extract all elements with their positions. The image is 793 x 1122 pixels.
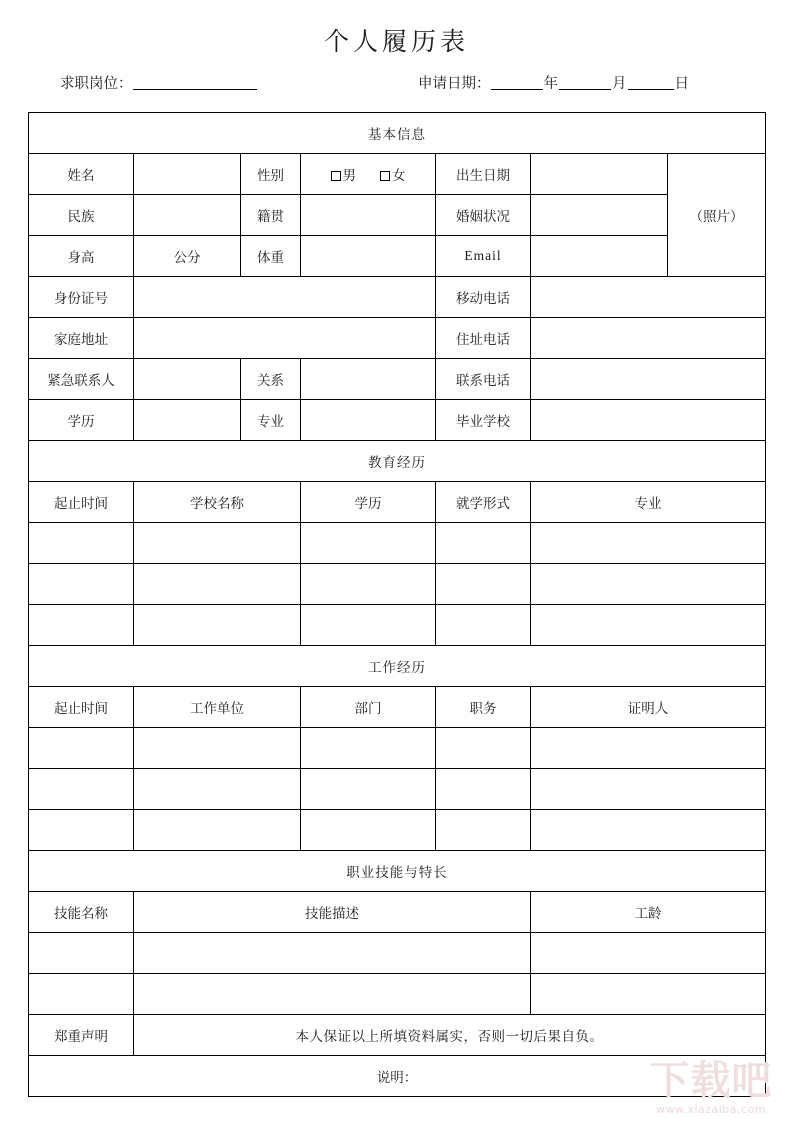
- month-unit-label: 月: [612, 76, 627, 92]
- edu-cell-degree[interactable]: [301, 564, 436, 605]
- colhead-skill-1: 技能描述: [134, 892, 531, 933]
- job-position-field: [60, 72, 257, 93]
- value-relationship[interactable]: [301, 359, 436, 400]
- declaration-label: 郑重声明: [29, 1015, 134, 1056]
- label-ethnicity: 民族: [29, 195, 134, 236]
- table-row: [29, 236, 766, 277]
- table-row: [29, 728, 766, 769]
- label-graduation-school: 毕业学校: [436, 400, 531, 441]
- watermark-url-text: www.xiazaiba.com: [655, 1103, 767, 1116]
- application-date-label: 申请日期：: [418, 76, 491, 92]
- work-cell-time[interactable]: [29, 810, 134, 851]
- edu-cell-form[interactable]: [436, 605, 531, 646]
- table-row: [29, 277, 766, 318]
- declaration-text: 本人保证以上所填资料属实，否则一切后果自负。: [134, 1015, 766, 1056]
- label-major: 专业: [241, 400, 301, 441]
- colhead-work-2: 部门: [301, 687, 436, 728]
- work-cell-position[interactable]: [436, 728, 531, 769]
- gender-male-label: 男: [342, 168, 356, 183]
- watermark-main-text: 下载吧: [649, 1058, 773, 1104]
- edu-cell-form[interactable]: [436, 523, 531, 564]
- table-row: [29, 933, 766, 974]
- section-header-row-work: [29, 646, 766, 687]
- skill-cell-experience[interactable]: [531, 933, 766, 974]
- work-cell-department[interactable]: [301, 769, 436, 810]
- value-major[interactable]: [301, 400, 436, 441]
- value-name[interactable]: [134, 154, 241, 195]
- colhead-edu-4: 专业: [531, 482, 766, 523]
- column-header-row-skills: [29, 892, 766, 933]
- work-cell-position[interactable]: [436, 769, 531, 810]
- value-ethnicity[interactable]: [134, 195, 241, 236]
- date-day-input[interactable]: [628, 75, 674, 90]
- label-relationship: 关系: [241, 359, 301, 400]
- edu-cell-time[interactable]: [29, 605, 134, 646]
- skill-cell-experience[interactable]: [531, 974, 766, 1015]
- edu-cell-school[interactable]: [134, 605, 301, 646]
- skill-cell-description[interactable]: [134, 974, 531, 1015]
- label-birth-date: 出生日期: [436, 154, 531, 195]
- edu-cell-major[interactable]: [531, 605, 766, 646]
- declaration-row: [29, 1015, 766, 1056]
- edu-cell-major[interactable]: [531, 523, 766, 564]
- value-contact-phone[interactable]: [531, 359, 766, 400]
- value-height[interactable]: 公分: [134, 236, 241, 277]
- work-cell-reference[interactable]: [531, 728, 766, 769]
- edu-cell-time[interactable]: [29, 523, 134, 564]
- label-id-number: 身份证号: [29, 277, 134, 318]
- work-cell-department[interactable]: [301, 728, 436, 769]
- work-cell-time[interactable]: [29, 728, 134, 769]
- skill-cell-description[interactable]: [134, 933, 531, 974]
- work-cell-department[interactable]: [301, 810, 436, 851]
- value-marital-status[interactable]: [531, 195, 668, 236]
- work-cell-time[interactable]: [29, 769, 134, 810]
- colhead-work-4: 证明人: [531, 687, 766, 728]
- colhead-work-1: 工作单位: [134, 687, 301, 728]
- value-home-phone[interactable]: [531, 318, 766, 359]
- edu-cell-major[interactable]: [531, 564, 766, 605]
- table-row: [29, 974, 766, 1015]
- section-title-education: 教育经历: [29, 441, 766, 482]
- job-position-input[interactable]: [133, 75, 257, 90]
- label-marital-status: 婚姻状况: [436, 195, 531, 236]
- edu-cell-school[interactable]: [134, 564, 301, 605]
- work-cell-position[interactable]: [436, 810, 531, 851]
- checkbox-icon[interactable]: [380, 171, 390, 181]
- section-title-basic: 基本信息: [29, 113, 766, 154]
- work-cell-reference[interactable]: [531, 769, 766, 810]
- edu-cell-time[interactable]: [29, 564, 134, 605]
- value-weight[interactable]: [301, 236, 436, 277]
- value-gender: [301, 154, 436, 195]
- label-home-phone: 住址电话: [436, 318, 531, 359]
- label-mobile-phone: 移动电话: [436, 277, 531, 318]
- year-unit-label: 年: [543, 76, 558, 92]
- table-row: [29, 523, 766, 564]
- resume-table: [28, 112, 766, 1097]
- value-id-number[interactable]: [134, 277, 436, 318]
- date-year-input[interactable]: [491, 75, 543, 90]
- table-row: [29, 769, 766, 810]
- column-header-row-work: [29, 687, 766, 728]
- photo-placeholder[interactable]: （照片）: [668, 154, 766, 277]
- table-row: [29, 359, 766, 400]
- section-header-row-basic: [29, 113, 766, 154]
- work-cell-employer[interactable]: [134, 769, 301, 810]
- value-emergency-contact[interactable]: [134, 359, 241, 400]
- value-birth-date[interactable]: [531, 154, 668, 195]
- label-education-level: 学历: [29, 400, 134, 441]
- gender-option-male[interactable]: [331, 164, 357, 184]
- gender-option-female[interactable]: [380, 164, 406, 184]
- label-gender: 性别: [241, 154, 301, 195]
- work-cell-reference[interactable]: [531, 810, 766, 851]
- day-unit-label: 日: [674, 76, 689, 92]
- section-header-row-education: [29, 441, 766, 482]
- colhead-skill-0: 技能名称: [29, 892, 134, 933]
- work-cell-employer[interactable]: [134, 810, 301, 851]
- value-graduation-school[interactable]: [531, 400, 766, 441]
- section-header-row-skills: [29, 851, 766, 892]
- edu-cell-degree[interactable]: [301, 523, 436, 564]
- section-title-skills: 职业技能与特长: [29, 851, 766, 892]
- label-height: 身高: [29, 236, 134, 277]
- edu-cell-form[interactable]: [436, 564, 531, 605]
- gender-female-label: 女: [392, 168, 406, 183]
- page-title: 个人履历表: [323, 29, 469, 56]
- table-row: [29, 810, 766, 851]
- skill-cell-name[interactable]: [29, 933, 134, 974]
- colhead-edu-2: 学历: [301, 482, 436, 523]
- label-name: 姓名: [29, 154, 134, 195]
- checkbox-icon[interactable]: [331, 171, 341, 181]
- value-home-address[interactable]: [134, 318, 436, 359]
- skill-cell-name[interactable]: [29, 974, 134, 1015]
- colhead-work-0: 起止时间: [29, 687, 134, 728]
- table-row: [29, 195, 766, 236]
- label-native-place: 籍贯: [241, 195, 301, 236]
- application-date-field: [418, 72, 690, 93]
- label-email: Email: [436, 236, 531, 277]
- section-title-work: 工作经历: [29, 646, 766, 687]
- table-row: [29, 318, 766, 359]
- label-contact-phone: 联系电话: [436, 359, 531, 400]
- label-home-address: 家庭地址: [29, 318, 134, 359]
- colhead-work-3: 职务: [436, 687, 531, 728]
- value-mobile-phone[interactable]: [531, 277, 766, 318]
- edu-cell-degree[interactable]: [301, 605, 436, 646]
- value-email[interactable]: [531, 236, 668, 277]
- value-native-place[interactable]: [301, 195, 436, 236]
- date-month-input[interactable]: [559, 75, 611, 90]
- header-fields: [0, 72, 793, 106]
- table-row: [29, 605, 766, 646]
- edu-cell-school[interactable]: [134, 523, 301, 564]
- work-cell-employer[interactable]: [134, 728, 301, 769]
- colhead-edu-0: 起止时间: [29, 482, 134, 523]
- label-weight: 体重: [241, 236, 301, 277]
- table-row: [29, 400, 766, 441]
- colhead-edu-1: 学校名称: [134, 482, 301, 523]
- notes-label[interactable]: 说明：: [29, 1056, 766, 1097]
- notes-row: [29, 1056, 766, 1097]
- colhead-skill-2: 工龄: [531, 892, 766, 933]
- colhead-edu-3: 就学形式: [436, 482, 531, 523]
- label-emergency-contact: 紧急联系人: [29, 359, 134, 400]
- table-row: [29, 564, 766, 605]
- value-education-level[interactable]: [134, 400, 241, 441]
- column-header-row-education: [29, 482, 766, 523]
- table-row: [29, 154, 766, 195]
- job-position-label: 求职岗位：: [60, 76, 133, 92]
